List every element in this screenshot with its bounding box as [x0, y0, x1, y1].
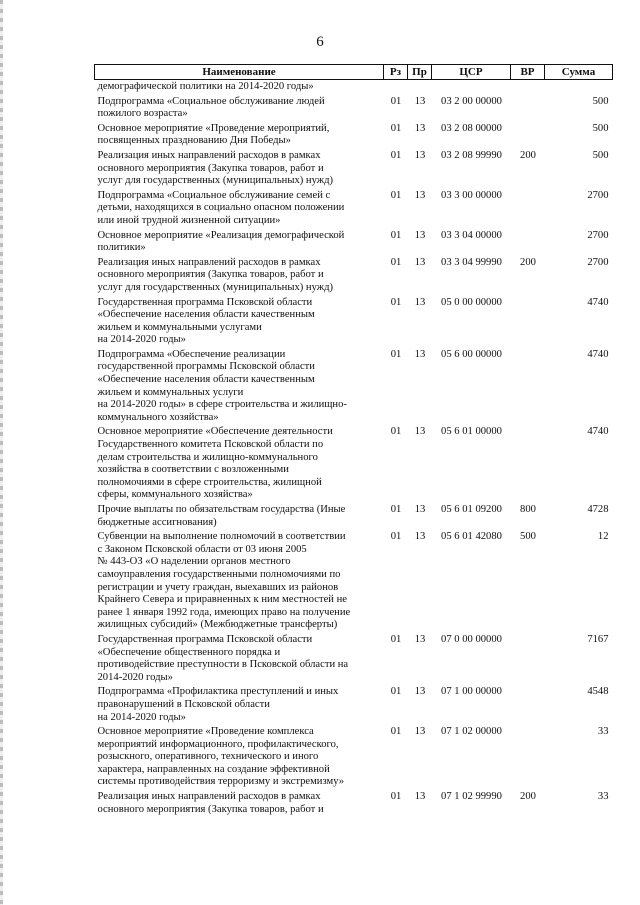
table-row: [95, 348, 613, 426]
cell-name: [95, 189, 384, 229]
cell-vr: [511, 633, 545, 685]
name-line: Основное мероприятие «Реализация демографической: [97, 229, 345, 241]
column-header-sum: Сумма: [545, 65, 613, 80]
cell-csr: [432, 80, 511, 95]
name-line: № 443-ОЗ «О наделении органов местного: [97, 556, 291, 568]
cell-name: [95, 425, 384, 503]
cell-sum: 4548: [587, 686, 609, 698]
cell-rz: 01: [390, 426, 402, 438]
table-row: [95, 633, 613, 685]
table-row: [95, 503, 613, 530]
name-line: политики»: [97, 242, 146, 254]
cell-vr: 800: [520, 504, 536, 515]
cell-pr: 13: [414, 633, 426, 645]
table-row: [95, 296, 613, 348]
cell-pr: 13: [414, 348, 426, 360]
cell-csr: 05 6 01 00000: [441, 426, 502, 438]
cell-sum: 500: [592, 95, 609, 107]
cell-vr: [511, 685, 545, 725]
cell-name: [95, 122, 384, 149]
cell-vr: 200: [520, 256, 536, 268]
cell-sum: [545, 80, 613, 95]
name-line: Подпрограмма «Социальное обслуживание людей: [97, 95, 325, 107]
cell-rz: 01: [390, 189, 402, 201]
cell-vr: 200: [520, 149, 536, 161]
column-header-name: Наименование: [95, 65, 384, 80]
name-line: жильем и коммунальных услуги: [97, 386, 244, 398]
cell-csr: 03 3 04 99990: [441, 256, 502, 268]
cell-sum: 2700: [587, 256, 609, 268]
table-row: [95, 189, 613, 229]
cell-rz: 01: [390, 348, 402, 360]
cell-pr: [408, 80, 432, 95]
cell-vr: [511, 189, 545, 229]
cell-csr: 03 2 08 00000: [441, 122, 502, 134]
budget-table: [94, 64, 613, 817]
cell-vr: [511, 122, 545, 149]
cell-csr: 03 3 04 00000: [441, 229, 502, 241]
cell-vr: [511, 348, 545, 426]
cell-csr: 05 6 01 42080: [441, 531, 502, 543]
name-line: услуг для государственных (муниципальных) нужд): [97, 281, 333, 293]
column-header-csr: ЦСР: [432, 65, 511, 80]
name-line: хозяйства в соответствии с возложенными: [97, 464, 289, 476]
cell-rz: 01: [390, 686, 402, 698]
name-line: Реализация иных направлений расходов в рамках: [97, 256, 321, 268]
name-line: Государственная программа Псковской области: [97, 296, 313, 308]
name-line: государственной программы Псковской области: [97, 361, 315, 373]
name-line: ранее 1 января 1992 года, имеющих право на получение: [97, 606, 351, 618]
name-line: посвященных празднованию Дня Победы»: [97, 135, 291, 147]
cell-pr: 13: [414, 791, 426, 803]
cell-sum: 500: [592, 122, 609, 134]
name-line: самоуправления государственными полномочиями по: [97, 568, 341, 580]
table-row: [95, 256, 613, 296]
table-row: [95, 685, 613, 725]
name-line: коммунального хозяйства»: [97, 411, 219, 423]
scan-edge: [0, 0, 3, 905]
table-row: [95, 122, 613, 149]
name-line: «Обеспечение населения области качественным: [97, 309, 315, 321]
cell-rz: [384, 80, 408, 95]
name-line: основного мероприятия (Закупка товаров, работ и: [97, 269, 324, 281]
cell-pr: 13: [414, 95, 426, 107]
cell-pr: 13: [414, 122, 426, 134]
table-row: [95, 80, 613, 95]
cell-name: [95, 725, 384, 790]
name-line: розыскного, оперативного, технического и иного: [97, 751, 319, 763]
cell-name: [95, 296, 384, 348]
cell-sum: 12: [597, 531, 609, 543]
name-line: Реализация иных направлений расходов в рамках: [97, 149, 321, 161]
cell-sum: 33: [597, 791, 609, 803]
cell-sum: 2700: [587, 229, 609, 241]
cell-pr: 13: [414, 726, 426, 738]
column-header-vr: ВР: [511, 65, 545, 80]
table-row: [95, 95, 613, 122]
cell-sum: 500: [592, 149, 609, 161]
name-line: Основное мероприятие «Проведение мероприятий,: [97, 122, 330, 134]
cell-name: [95, 530, 384, 633]
cell-name: [95, 149, 384, 189]
name-line: на 2014-2020 годы»: [97, 711, 186, 723]
cell-vr: [511, 296, 545, 348]
column-header-rz: Рз: [384, 65, 408, 80]
table-row: [95, 790, 613, 817]
table-header: [95, 65, 613, 80]
name-line: Государственная программа Псковской области: [97, 633, 313, 645]
cell-csr: 07 0 00 00000: [441, 633, 502, 645]
cell-rz: 01: [390, 229, 402, 241]
name-line: жилищных субсидий» (Межбюджетные трансферты): [97, 619, 338, 631]
name-line: демографической политики на 2014-2020 годы»: [97, 81, 314, 92]
name-line: системы противодействия терроризму и экстремизму»: [97, 776, 345, 788]
cell-name: [95, 685, 384, 725]
cell-name: [95, 80, 384, 95]
cell-pr: 13: [414, 426, 426, 438]
name-line: «Обеспечение населения области качественным: [97, 374, 315, 386]
cell-csr: 03 2 00 00000: [441, 95, 502, 107]
name-line: жильем и коммунальными услугами: [97, 321, 262, 333]
cell-pr: 13: [414, 504, 426, 515]
name-line: регистрации и учету граждан, выехавших из районов: [97, 581, 339, 593]
cell-rz: 01: [390, 256, 402, 268]
name-line: основного мероприятия (Закупка товаров, работ и: [97, 803, 324, 815]
cell-sum: 4740: [587, 296, 609, 308]
name-line: Подпрограмма «Профилактика преступлений и иных: [97, 686, 339, 698]
cell-pr: 13: [414, 531, 426, 543]
name-line: бюджетные ассигнования): [97, 516, 217, 528]
name-line: Государственного комитета Псковской области по: [97, 439, 324, 451]
cell-sum: 7167: [587, 633, 609, 645]
cell-vr: [511, 95, 545, 122]
name-line: 2014-2020 годы»: [97, 671, 173, 683]
cell-vr: 200: [520, 791, 536, 803]
page-number: 6: [316, 34, 324, 50]
cell-rz: 01: [390, 531, 402, 543]
name-line: пожилого возраста»: [97, 108, 188, 120]
cell-sum: 2700: [587, 189, 609, 201]
cell-rz: 01: [390, 504, 402, 515]
cell-rz: 01: [390, 633, 402, 645]
name-line: Основное мероприятие «Обеспечение деятельности: [97, 426, 333, 438]
cell-name: [95, 633, 384, 685]
name-line: характера, направленных на создание эффективной: [97, 763, 330, 775]
cell-name: [95, 229, 384, 256]
table-row: [95, 425, 613, 503]
cell-csr: 03 3 00 00000: [441, 189, 502, 201]
column-header-pr: Пр: [408, 65, 432, 80]
cell-csr: 05 6 01 09200: [441, 504, 502, 515]
table-row: [95, 149, 613, 189]
cell-pr: 13: [414, 686, 426, 698]
cell-rz: 01: [390, 296, 402, 308]
name-line: Прочие выплаты по обязательствам государства (Иные: [97, 504, 346, 515]
cell-rz: 01: [390, 791, 402, 803]
cell-vr: 500: [520, 531, 536, 543]
name-line: Субвенции на выполнение полномочий в соответствии: [97, 531, 346, 543]
cell-name: [95, 790, 384, 817]
name-line: Крайнего Севера и приравненных к ним местностей не: [97, 594, 347, 606]
name-line: сферы, коммунального хозяйства»: [97, 489, 253, 501]
table-row: [95, 530, 613, 633]
name-line: детьми, находящихся в социально опасном положении: [97, 202, 345, 214]
cell-csr: 03 2 08 99990: [441, 149, 502, 161]
cell-sum: 33: [597, 726, 609, 738]
table-row: [95, 725, 613, 790]
name-line: противодействие преступности в Псковской области на: [97, 659, 349, 671]
cell-name: [95, 348, 384, 426]
name-line: основного мероприятия (Закупка товаров, работ и: [97, 162, 324, 174]
cell-rz: 01: [390, 149, 402, 161]
cell-sum: 4740: [587, 426, 609, 438]
table-body: [95, 80, 613, 818]
cell-sum: 4728: [587, 504, 609, 515]
cell-sum: 4740: [587, 348, 609, 360]
name-line: делам строительства и жилищно-коммунального: [97, 451, 318, 463]
name-line: Основное мероприятие «Проведение комплекса: [97, 726, 314, 738]
name-line: на 2014-2020 годы»: [97, 334, 186, 346]
name-line: Подпрограмма «Обеспечение реализации: [97, 348, 286, 360]
name-line: полномочиями в сфере строительства, жилищной: [97, 476, 322, 488]
cell-pr: 13: [414, 229, 426, 241]
cell-vr: [511, 229, 545, 256]
cell-vr: [511, 425, 545, 503]
cell-vr: [511, 725, 545, 790]
cell-csr: 05 6 00 00000: [441, 348, 502, 360]
cell-rz: 01: [390, 122, 402, 134]
cell-csr: 05 0 00 00000: [441, 296, 502, 308]
cell-name: [95, 256, 384, 296]
cell-csr: 07 1 00 00000: [441, 686, 502, 698]
cell-pr: 13: [414, 149, 426, 161]
cell-csr: 07 1 02 99990: [441, 791, 502, 803]
cell-vr: [511, 80, 545, 95]
cell-rz: 01: [390, 726, 402, 738]
name-line: или иной трудной жизненной ситуации»: [97, 214, 281, 226]
table-row: [95, 229, 613, 256]
cell-pr: 13: [414, 189, 426, 201]
name-line: услуг для государственных (муниципальных) нужд): [97, 175, 333, 187]
cell-pr: 13: [414, 256, 426, 268]
cell-pr: 13: [414, 296, 426, 308]
name-line: Реализация иных направлений расходов в рамках: [97, 791, 321, 803]
cell-name: [95, 95, 384, 122]
cell-rz: 01: [390, 95, 402, 107]
cell-csr: 07 1 02 00000: [441, 726, 502, 738]
cell-name: [95, 503, 384, 530]
name-line: «Обеспечение общественного порядка и: [97, 646, 281, 658]
name-line: правонарушений в Псковской области: [97, 698, 270, 710]
name-line: Подпрограмма «Социальное обслуживание семей с: [97, 189, 331, 201]
name-line: мероприятий информационного, профилактического,: [97, 738, 339, 750]
name-line: на 2014-2020 годы» в сфере строительства и жилищно-: [97, 399, 347, 411]
name-line: с Законом Псковской области от 03 июня 2005: [97, 543, 307, 555]
